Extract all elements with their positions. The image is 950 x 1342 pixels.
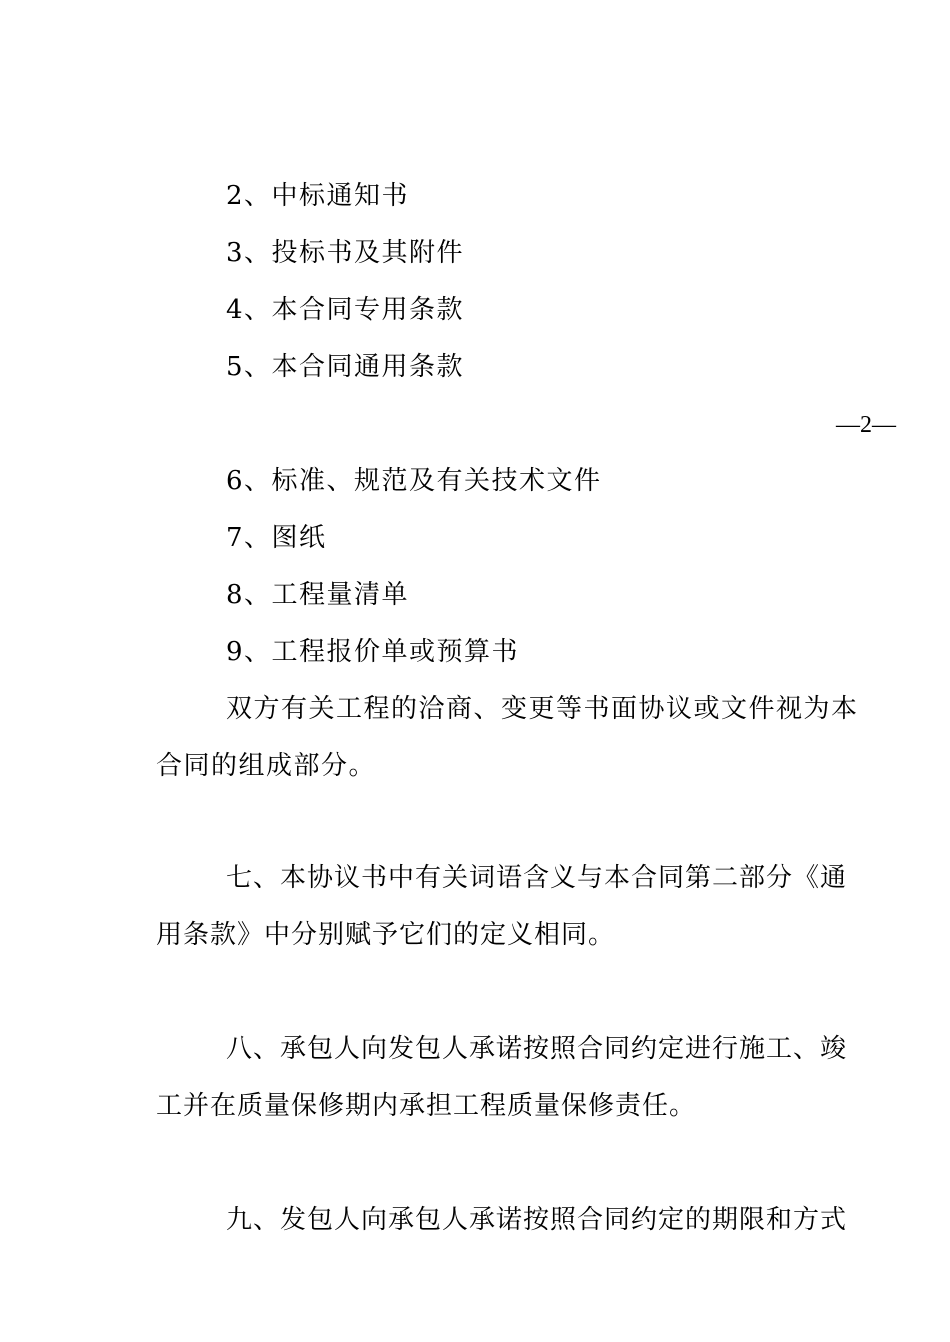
section-7-line2: 用条款》中分别赋予它们的定义相同。 [156, 920, 616, 950]
section-9-line1: 九、发包人向承包人承诺按照合同约定的期限和方式 [226, 1205, 848, 1235]
list-item-6: 6、标准、规范及有关技术文件 [226, 466, 602, 496]
closing-paragraph-line2: 合同的组成部分。 [156, 751, 377, 781]
closing-paragraph-line1: 双方有关工程的洽商、变更等书面协议或文件视为本 [226, 694, 859, 724]
list-item-9: 9、工程报价单或预算书 [226, 637, 520, 667]
list-item-8: 8、工程量清单 [226, 580, 410, 610]
list-item-7: 7、图纸 [226, 523, 327, 553]
section-7-line1: 七、本协议书中有关词语含义与本合同第二部分《通 [226, 863, 848, 893]
section-8-line1: 八、承包人向发包人承诺按照合同约定进行施工、竣 [226, 1034, 848, 1064]
page-number: —2— [836, 412, 896, 438]
list-item-3: 3、投标书及其附件 [226, 238, 465, 268]
list-item-2: 2、中标通知书 [226, 181, 410, 211]
list-item-5: 5、本合同通用条款 [226, 352, 465, 382]
list-item-4: 4、本合同专用条款 [226, 295, 465, 325]
section-8-line2: 工并在质量保修期内承担工程质量保修责任。 [156, 1091, 697, 1121]
